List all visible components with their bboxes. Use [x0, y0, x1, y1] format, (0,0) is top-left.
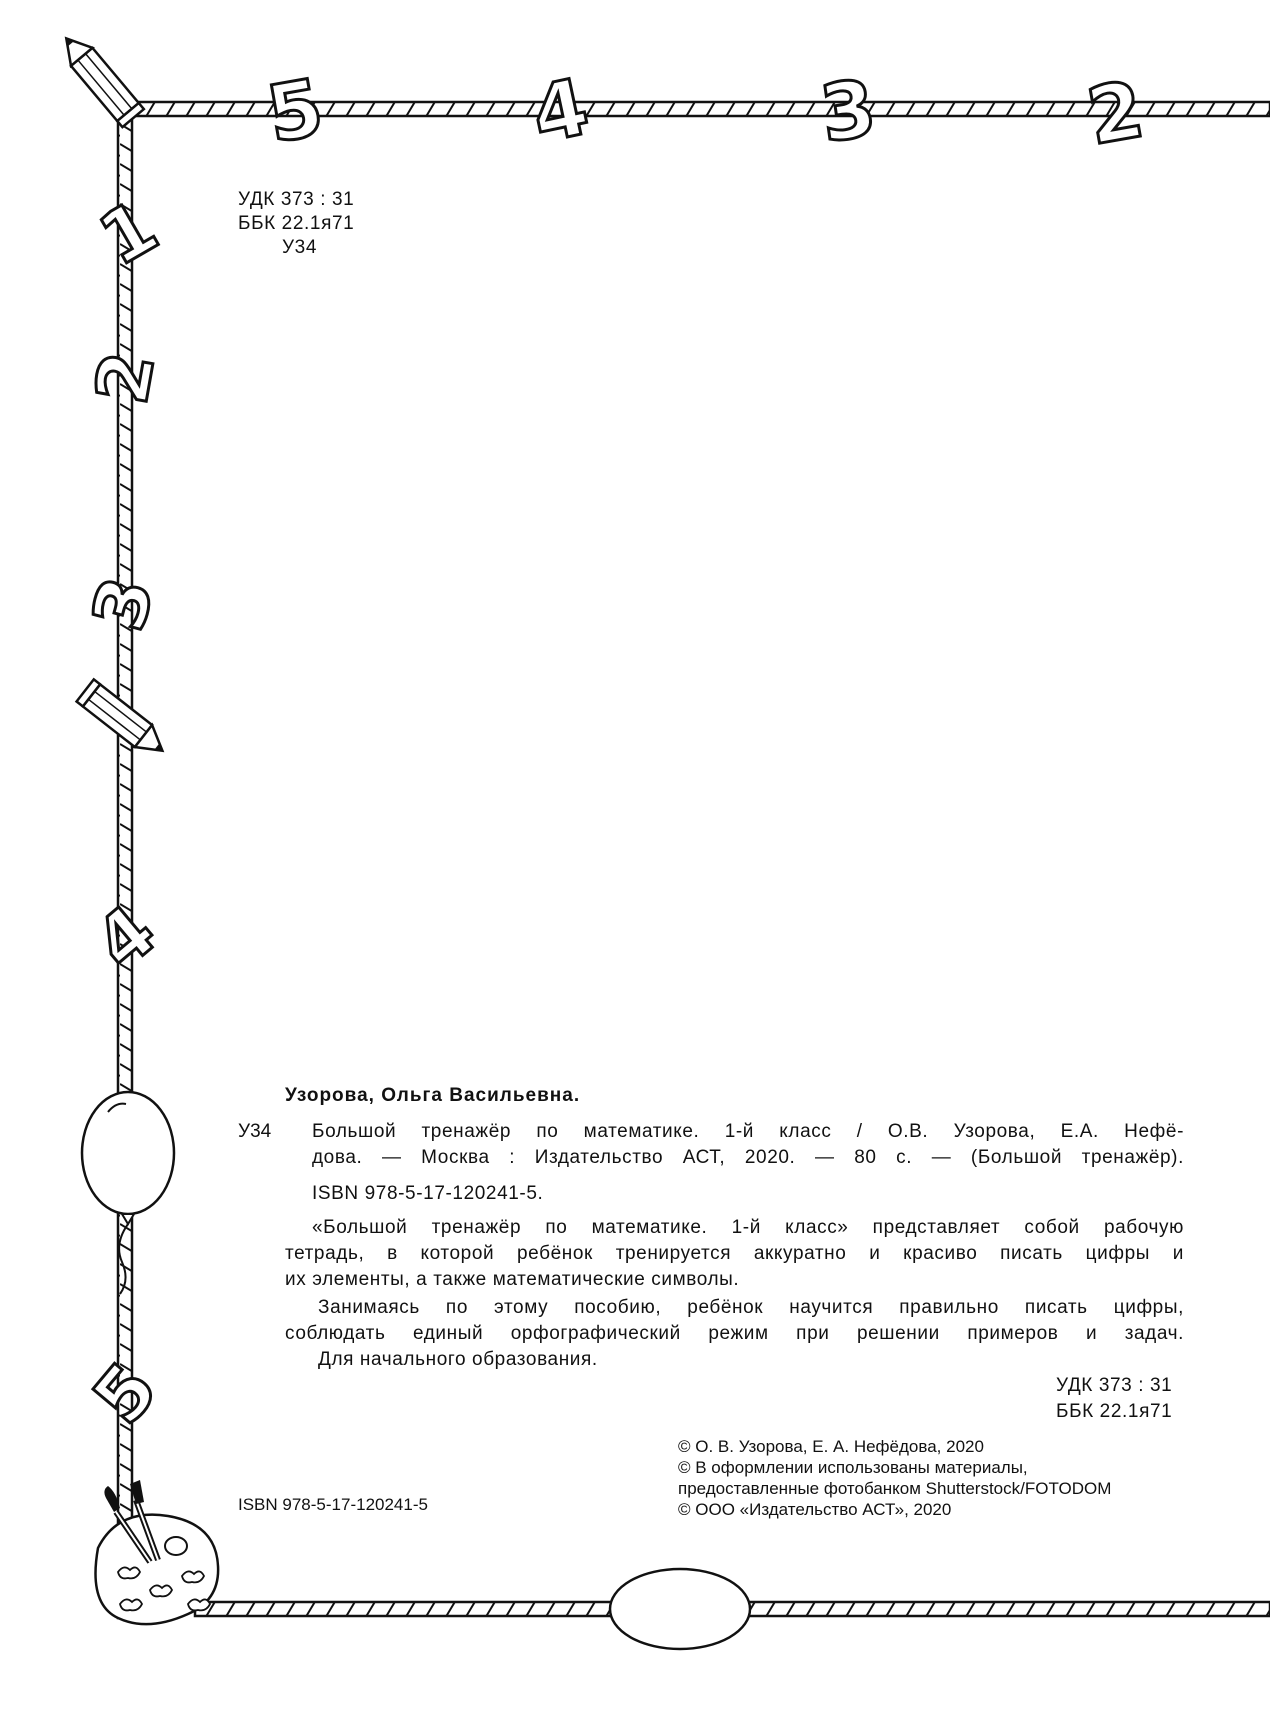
- palette-icon: [96, 1480, 219, 1624]
- pencil-icon: [56, 29, 144, 127]
- call-number: У34: [238, 1121, 272, 1142]
- audience-line: Для начального образования.: [318, 1349, 598, 1370]
- abstract-line: тетрадь, в которой ребёнок тренируется аккуратно и красиво писать цифры и: [285, 1243, 1184, 1264]
- abstract-line: их элементы, а также математические символы.: [285, 1269, 740, 1290]
- left-digit: 1: [85, 183, 172, 282]
- bottom-bbk-code: ББК 22.1я71: [1056, 1401, 1173, 1422]
- isbn-line: ISBN 978-5-17-120241-5.: [312, 1183, 544, 1204]
- top-udk-code: УДК 373 : 31: [238, 189, 355, 210]
- top-digit: 4: [524, 62, 597, 162]
- paragraph-line: Занимаясь по этому пособию, ребёнок научится правильно писать цифры,: [318, 1297, 1184, 1318]
- left-digit: 2: [79, 345, 171, 410]
- left-digit: 4: [79, 888, 172, 986]
- top-digit: 2: [1081, 64, 1151, 163]
- copyright-line: © В оформлении использованы материалы,: [678, 1458, 1028, 1477]
- left-digit: 5: [76, 1347, 174, 1440]
- copyright-line: предоставленные фотобанком Shutterstock/FOTODOM: [678, 1479, 1112, 1498]
- bottom-udk-code: УДК 373 : 31: [1056, 1375, 1173, 1396]
- copyright-line: © ООО «Издательство АСТ», 2020: [678, 1500, 952, 1519]
- top-author-code: У34: [282, 237, 318, 258]
- top-digit: 5: [260, 62, 330, 161]
- bottom-oval: [610, 1569, 750, 1649]
- paragraph-line: соблюдать единый орфографический режим при решении примеров и задач.: [285, 1323, 1184, 1344]
- top-bbk-code: ББК 22.1я71: [238, 213, 355, 234]
- top-digit: 3: [815, 63, 882, 161]
- copyright-line: © О. В. Узорова, Е. А. Нефёдова, 2020: [678, 1437, 984, 1456]
- isbn-bottom: ISBN 978-5-17-120241-5: [238, 1495, 428, 1514]
- left-digit: 3: [75, 568, 171, 639]
- author-name: Узорова, Ольга Васильевна.: [285, 1085, 581, 1106]
- title-line: дова. — Москва : Издательство АСТ, 2020. — 80 с. — (Большой тренажёр).: [312, 1147, 1184, 1168]
- title-line: Большой тренажёр по математике. 1-й класс / О.В. Узорова, Е.А. Нефё-: [312, 1121, 1184, 1142]
- abstract-line: «Большой тренажёр по математике. 1-й класс» представляет собой рабочую: [312, 1217, 1184, 1238]
